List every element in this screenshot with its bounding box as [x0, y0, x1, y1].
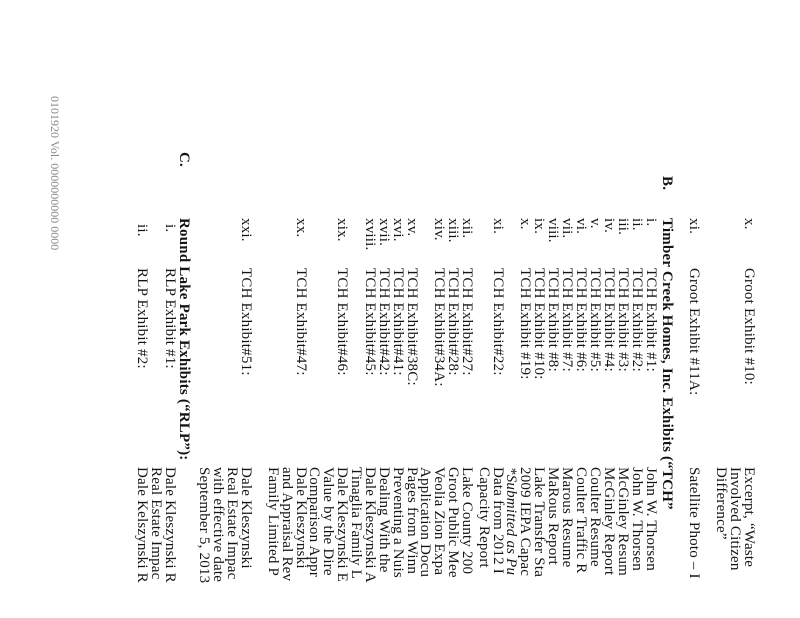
- tch-iii-exhibit: TCH Exhibit #3:: [615, 268, 631, 372]
- tch-xvii-desc: Dealing With the: [376, 467, 392, 573]
- tch-iv-desc: McGinley Report: [601, 467, 617, 576]
- tch-xvii-num: xvii.: [376, 218, 392, 247]
- tch-xii-num: xii.: [459, 218, 475, 239]
- tch-xv-num: xv.: [404, 218, 420, 237]
- tch-xiii-num: xiii.: [445, 218, 461, 243]
- tch-vi-desc: Coulter Traffic R: [573, 467, 589, 574]
- tch-ii-num: ii.: [629, 218, 645, 231]
- tch-xii-exhibit: TCH Exhibit#27:: [459, 268, 475, 376]
- tch-iv-exhibit: TCH Exhibit #4:: [601, 268, 617, 372]
- groot-11a-exhibit: Groot Exhibit #11A:: [686, 268, 702, 396]
- tch-xviii-desc-cont: Tinaglia Family L: [348, 467, 364, 580]
- tch-iii-num: iii.: [615, 218, 631, 236]
- tch-i-exhibit: TCH Exhibit #1:: [643, 268, 659, 372]
- tch-v-exhibit: TCH Exhibit #5:: [587, 268, 603, 372]
- tch-i-num: i.: [643, 218, 659, 227]
- tch-51-desc-2: Real Estate Impac: [224, 467, 240, 580]
- tch-xvi-num: xvi.: [390, 218, 406, 242]
- tch-47-exhibit: TCH Exhibit#47:: [293, 268, 309, 376]
- tch-x-num: x.: [517, 218, 533, 230]
- tch-xvii-exhibit: TCH Exhibit#42:: [376, 268, 392, 376]
- groot-10-desc-3: Difference”: [713, 467, 729, 540]
- rlp-2-exhibit: RLP Exhibit #2:: [134, 268, 150, 369]
- tch-xiv-desc: Veolia Zion Expa: [431, 467, 447, 576]
- section-c-heading: Round Lake Park Exhibits (“RLP”):: [176, 218, 192, 461]
- tch-vi-exhibit: TCH Exhibit #6:: [573, 268, 589, 372]
- tch-47-num: xx.: [293, 218, 309, 238]
- tch-iv-num: iv.: [601, 218, 617, 234]
- tch-51-desc-3: with effective date: [210, 467, 226, 583]
- tch-xv-desc: Pages from Winn: [404, 467, 420, 575]
- tch-51-desc-4: September 5, 2013: [196, 467, 212, 584]
- tch-x-exhibit: TCH Exhibit #19:: [517, 268, 533, 380]
- rlp-1-num: i.: [162, 224, 178, 233]
- rlp-1-desc-cont: Real Estate Impac: [148, 467, 164, 580]
- groot-10-desc-1: Excerpt, “Waste: [741, 467, 757, 568]
- tch-vii-exhibit: TCH Exhibit #7:: [559, 268, 575, 372]
- tch-51-num: xxi.: [238, 218, 254, 242]
- tch-xviii-exhibit: TCH Exhibit#45:: [362, 268, 378, 376]
- groot-11a-num: xi.: [686, 218, 702, 235]
- tch-22-num: xi.: [490, 218, 506, 235]
- rlp-1-exhibit: RLP Exhibit #1:: [162, 268, 178, 369]
- tch-x-desc: 2009 IEPA Capac: [517, 467, 533, 577]
- tch-vii-num: vii.: [559, 218, 575, 239]
- tch-xv-exhibit: TCH Exhibit#38C:: [404, 268, 420, 386]
- section-b-letter: B.: [659, 176, 675, 191]
- tch-46-exhibit: TCH Exhibit#46:: [334, 268, 350, 376]
- tch-ii-exhibit: TCH Exhibit #2:: [629, 268, 645, 372]
- tch-ix-desc: Lake Transfer Sta: [531, 467, 547, 578]
- tch-xvi-desc: Preventing a Nuis: [390, 467, 406, 578]
- groot-10-num: x.: [741, 218, 757, 230]
- tch-47-desc-3: Family Limited P: [265, 467, 281, 577]
- tch-viii-desc: MaRous Report: [545, 467, 561, 566]
- section-b-heading: Timber Creek Homes, Inc. Exhibits (“TCH”: [659, 218, 675, 510]
- tch-ix-num: ix.: [531, 218, 547, 235]
- tch-47-desc-1: Dale Kleszynski: [293, 467, 309, 569]
- tch-xiii-exhibit: TCH Exhibit#28:: [445, 268, 461, 376]
- tch-51-exhibit: TCH Exhibit#51:: [238, 268, 254, 376]
- rlp-2-desc: Dale Kelszynski R: [134, 467, 150, 583]
- rlp-1-desc: Dale Kleszynski R: [162, 467, 178, 583]
- tch-22-exhibit: TCH Exhibit#22:: [490, 268, 506, 376]
- tch-v-num: v.: [587, 218, 603, 229]
- tch-iii-desc: McGinley Resum: [615, 467, 631, 577]
- tch-ii-desc: John W. Thorsen: [629, 467, 645, 571]
- tch-22-desc-2: Capacity Report: [476, 467, 492, 568]
- tch-xiv-num: xiv.: [431, 218, 447, 241]
- tch-xviii-num: xviii.: [362, 218, 378, 251]
- tch-xvi-exhibit: TCH Exhibit#41:: [390, 268, 406, 376]
- side-note: 0101920 Vol. 0000000000 0000: [48, 96, 62, 251]
- tch-vii-desc: Marous Resume: [559, 467, 575, 568]
- tch-46-desc-3: Comparison Appr: [306, 467, 322, 578]
- tch-xiv-desc-cont: Application Docu: [417, 467, 433, 578]
- tch-22-desc-1: Data from 2012 I: [490, 467, 506, 574]
- tch-v-desc: Coulter Resume: [587, 467, 603, 567]
- tch-46-desc-2: Value by the Dire: [320, 467, 336, 576]
- tch-xiv-exhibit: TCH Exhibit#34A:: [431, 268, 447, 387]
- tch-x-note: *Submitted as Pu: [503, 467, 519, 576]
- tch-xii-desc: Lake County 200: [459, 467, 475, 575]
- tch-viii-num: viii.: [545, 218, 561, 243]
- rlp-2-num: ii.: [134, 224, 150, 237]
- tch-xviii-desc: Dale Kleszynski A: [362, 467, 378, 583]
- groot-11a-desc: Satellite Photo – I: [686, 467, 702, 579]
- section-c-letter: C.: [176, 152, 192, 167]
- tch-vi-num: vi.: [573, 218, 589, 235]
- tch-xiii-desc: Groot Public Mee: [445, 467, 461, 578]
- groot-10-exhibit: Groot Exhibit #10:: [741, 268, 757, 385]
- tch-51-desc-1: Dale Kleszynski: [238, 467, 254, 569]
- tch-viii-exhibit: TCH Exhibit #8:: [545, 268, 561, 372]
- tch-ix-exhibit: TCH Exhibit #10:: [531, 268, 547, 380]
- tch-46-num: xix.: [334, 218, 350, 242]
- groot-10-desc-2: Involved Citizen: [727, 467, 743, 571]
- tch-46-desc-1: Dale Kleszynski E: [334, 467, 350, 583]
- tch-47-desc-2: and Appraisal Rev: [279, 467, 295, 582]
- tch-i-desc: John W. Thorsen: [643, 467, 659, 571]
